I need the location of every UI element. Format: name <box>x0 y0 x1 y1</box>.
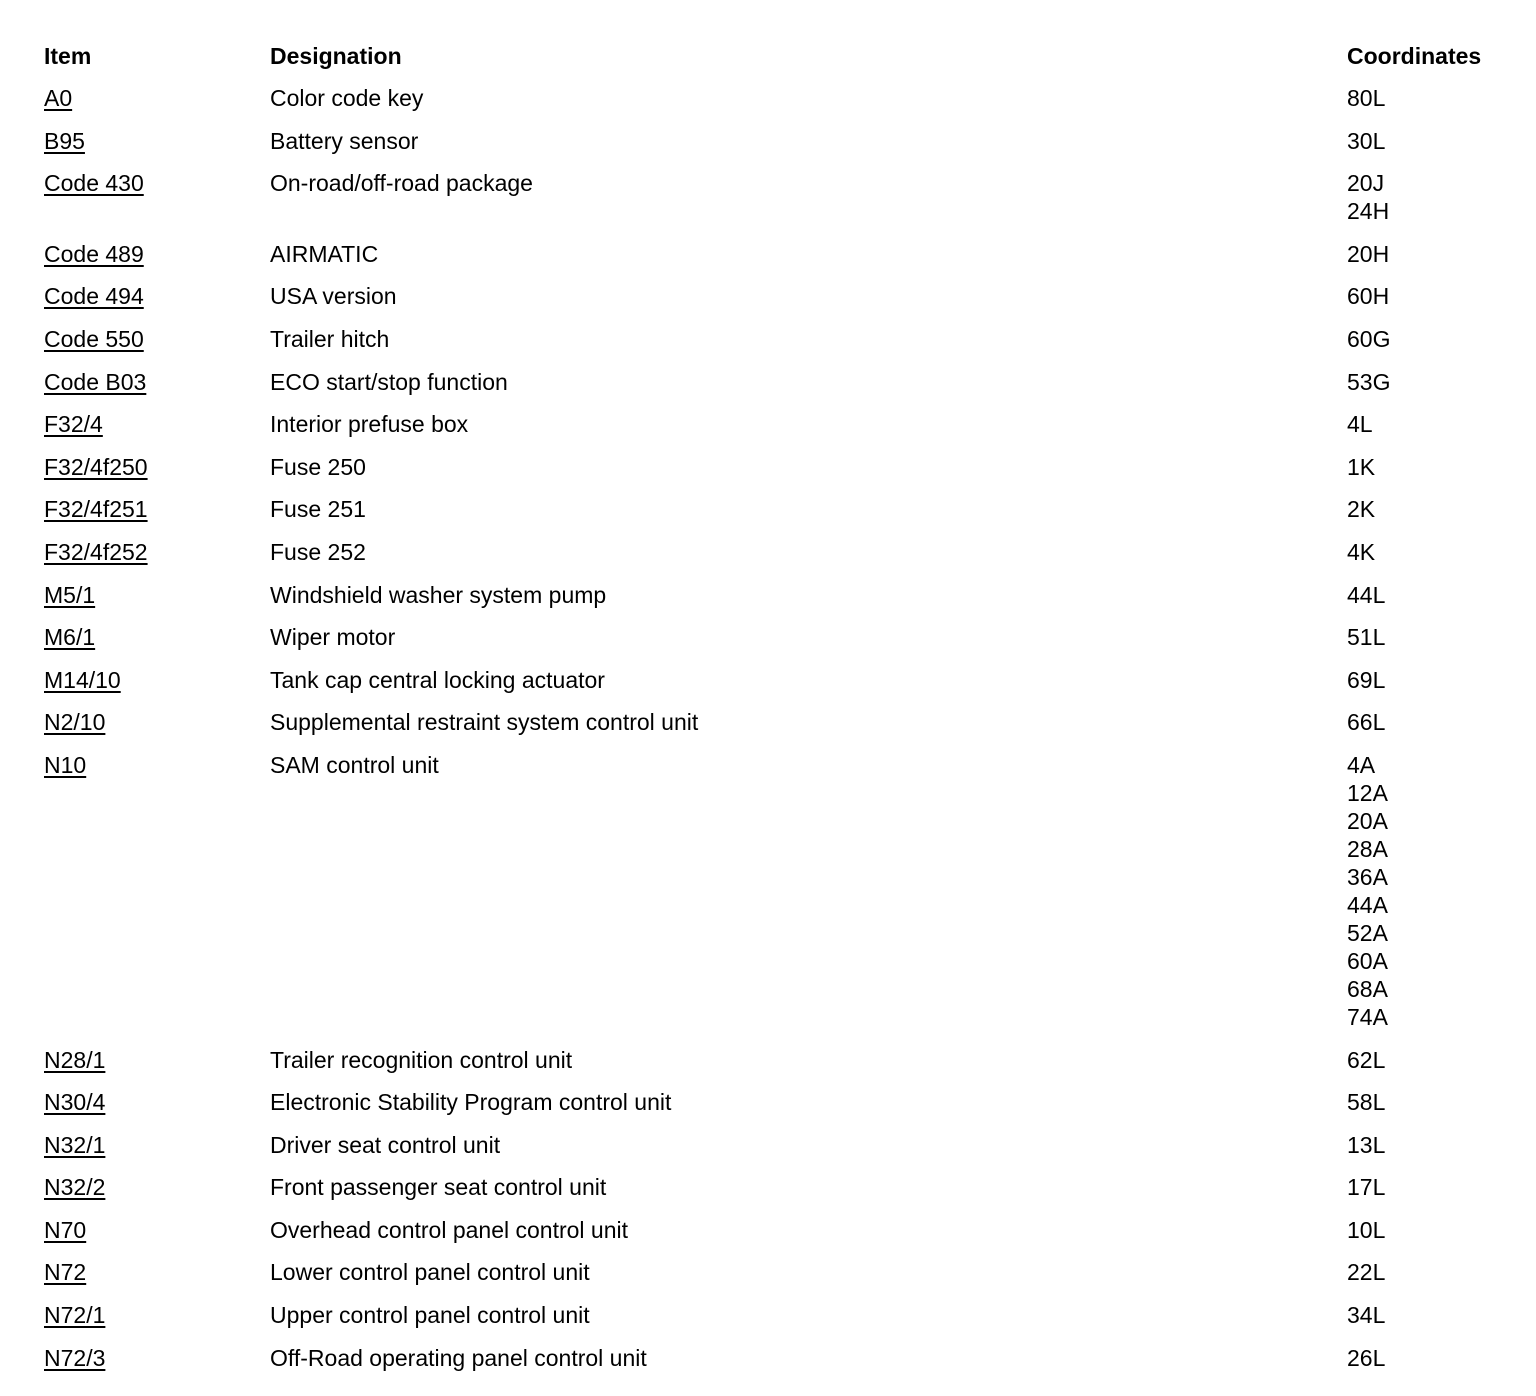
coordinate-value: 1K <box>1347 453 1376 480</box>
designation-cell: Battery sensor <box>270 127 419 154</box>
designation-cell: On-road/off-road package <box>270 170 533 197</box>
item-cell <box>44 1088 270 1116</box>
item-link[interactable]: B95 <box>44 127 85 154</box>
coordinate-value: 28A <box>1347 835 1388 862</box>
table-row <box>44 1131 1514 1159</box>
designation-cell: Electronic Stability Program control unit <box>270 1089 672 1116</box>
table-row <box>44 169 1514 225</box>
item-link[interactable]: Code 489 <box>44 240 144 267</box>
item-link[interactable]: N28/1 <box>44 1046 106 1073</box>
item-cell <box>44 1173 270 1201</box>
item-cell <box>44 240 270 268</box>
coordinates-cell <box>1347 581 1514 609</box>
table-row <box>44 495 1514 523</box>
item-link[interactable]: N10 <box>44 751 87 778</box>
coordinate-value: 53G <box>1347 368 1391 395</box>
item-cell <box>44 538 270 566</box>
coordinate-value: 44A <box>1347 891 1388 918</box>
coordinate-value: 2K <box>1347 496 1376 523</box>
item-link[interactable]: Code 550 <box>44 325 144 352</box>
item-link[interactable]: F32/4f251 <box>44 496 148 523</box>
designation-cell: Trailer recognition control unit <box>270 1046 573 1073</box>
coordinate-value: 58L <box>1347 1089 1386 1116</box>
coordinates-cell <box>1347 495 1514 523</box>
item-cell <box>44 368 270 396</box>
designation-cell: Front passenger seat control unit <box>270 1174 607 1201</box>
coordinates-cell <box>1347 240 1514 268</box>
designation-cell: Wiper motor <box>270 624 396 651</box>
coordinate-value: 26L <box>1347 1344 1386 1371</box>
table-row <box>44 368 1514 396</box>
item-cell <box>44 127 270 155</box>
header-item: Item <box>44 43 92 69</box>
item-cell <box>44 495 270 523</box>
table-row <box>44 1046 1514 1074</box>
table-row <box>44 240 1514 268</box>
designation-cell: Interior prefuse box <box>270 411 469 438</box>
coordinate-value: 17L <box>1347 1174 1386 1201</box>
designation-cell: Off-Road operating panel control unit <box>270 1344 647 1371</box>
table-row <box>44 1258 1514 1286</box>
coordinates-cell <box>1347 169 1514 225</box>
designation-cell: AIRMATIC <box>270 240 379 267</box>
item-cell <box>44 453 270 481</box>
coordinate-value: 22L <box>1347 1259 1386 1286</box>
item-link[interactable]: N72/3 <box>44 1344 106 1371</box>
coordinates-cell <box>1347 1344 1514 1372</box>
coordinate-value: 80L <box>1347 85 1386 111</box>
coordinate-value: 62L <box>1347 1046 1386 1073</box>
table-header-row <box>44 42 1514 76</box>
designation-cell: Fuse 250 <box>270 453 366 480</box>
table-row <box>44 1216 1514 1244</box>
coordinate-value: 20J <box>1347 170 1385 197</box>
designation-cell: Windshield washer system pump <box>270 581 607 608</box>
table-row <box>44 410 1514 438</box>
item-cell <box>44 169 270 197</box>
item-cell <box>44 1301 270 1329</box>
coordinates-cell <box>1347 453 1514 481</box>
designation-cell: Tank cap central locking actuator <box>270 666 605 693</box>
item-link[interactable]: N72/1 <box>44 1302 106 1329</box>
coordinates-cell <box>1347 1258 1514 1286</box>
coordinates-cell <box>1347 538 1514 566</box>
item-link[interactable]: N70 <box>44 1216 87 1243</box>
table-row <box>44 325 1514 353</box>
table-row <box>44 708 1514 736</box>
designation-cell: Overhead control panel control unit <box>270 1216 628 1243</box>
item-link[interactable]: N72 <box>44 1259 87 1286</box>
header-coordinates: Coordinates <box>1347 43 1482 69</box>
item-cell <box>44 325 270 353</box>
table-row <box>44 84 1514 112</box>
item-cell <box>44 282 270 310</box>
item-link[interactable]: Code B03 <box>44 368 147 395</box>
item-link[interactable]: F32/4f252 <box>44 538 148 565</box>
coordinate-value: 60G <box>1347 325 1391 352</box>
item-cell <box>44 623 270 651</box>
coordinates-cell <box>1347 1173 1514 1201</box>
component-legend-table <box>44 42 1514 1386</box>
designation-cell: Fuse 252 <box>270 538 366 565</box>
coordinates-cell <box>1347 410 1514 438</box>
item-cell <box>44 1216 270 1244</box>
coordinate-value: 12A <box>1347 779 1388 806</box>
designation-cell: Driver seat control unit <box>270 1131 501 1158</box>
item-link[interactable]: F32/4 <box>44 411 103 438</box>
coordinate-value: 10L <box>1347 1216 1386 1243</box>
coordinate-value: 44L <box>1347 581 1386 608</box>
coordinate-value: 74A <box>1347 1003 1388 1030</box>
coordinate-value: 4A <box>1347 751 1376 778</box>
table-body <box>44 84 1514 1372</box>
table-row <box>44 1088 1514 1116</box>
item-cell <box>44 751 270 779</box>
item-link[interactable]: F32/4f250 <box>44 453 148 480</box>
coordinate-value: 13L <box>1347 1131 1386 1158</box>
item-cell <box>44 410 270 438</box>
coordinates-cell <box>1347 623 1514 651</box>
coordinate-value: 66L <box>1347 709 1386 736</box>
coordinate-value: 69L <box>1347 666 1386 693</box>
coordinates-cell <box>1347 84 1514 112</box>
coordinates-cell <box>1347 708 1514 736</box>
item-cell <box>44 581 270 609</box>
table-row <box>44 581 1514 609</box>
designation-cell: Fuse 251 <box>270 496 366 523</box>
designation-cell: Trailer hitch <box>270 325 390 352</box>
designation-cell: Color code key <box>270 85 424 111</box>
designation-cell: SAM control unit <box>270 751 439 778</box>
table-row <box>44 453 1514 481</box>
coordinate-value: 51L <box>1347 624 1386 651</box>
table-row <box>44 282 1514 310</box>
coordinates-cell <box>1347 282 1514 310</box>
item-link[interactable]: N30/4 <box>44 1089 106 1116</box>
coordinates-cell <box>1347 751 1514 1031</box>
item-link[interactable]: M5/1 <box>44 581 96 608</box>
coordinate-value: 30L <box>1347 127 1386 154</box>
table-row <box>44 1301 1514 1329</box>
item-cell <box>44 1258 270 1286</box>
table-row <box>44 623 1514 651</box>
table-row <box>44 666 1514 694</box>
coordinate-value: 4K <box>1347 538 1376 565</box>
coordinate-value: 34L <box>1347 1302 1386 1329</box>
coordinate-value: 20A <box>1347 807 1388 834</box>
coordinates-cell <box>1347 1301 1514 1329</box>
header-designation: Designation <box>270 43 402 69</box>
item-cell <box>44 1131 270 1159</box>
designation-cell: Upper control panel control unit <box>270 1302 590 1329</box>
coordinates-cell <box>1347 1088 1514 1116</box>
item-link[interactable]: N32/1 <box>44 1131 106 1158</box>
item-cell <box>44 708 270 736</box>
coordinates-cell <box>1347 368 1514 396</box>
item-cell <box>44 84 270 112</box>
coordinate-value: 60A <box>1347 947 1388 974</box>
coordinates-cell <box>1347 1131 1514 1159</box>
coordinate-value: 60H <box>1347 283 1390 310</box>
designation-cell: Lower control panel control unit <box>270 1259 590 1286</box>
table-row <box>44 751 1514 1031</box>
table-row <box>44 538 1514 566</box>
item-cell <box>44 666 270 694</box>
item-link[interactable]: N2/10 <box>44 709 106 736</box>
coordinate-value: 20H <box>1347 240 1390 267</box>
item-link[interactable]: M14/10 <box>44 666 121 693</box>
coordinates-cell <box>1347 325 1514 353</box>
coordinate-value: 68A <box>1347 975 1388 1002</box>
designation-cell: USA version <box>270 283 397 310</box>
item-link[interactable]: N32/2 <box>44 1174 106 1201</box>
table-row <box>44 127 1514 155</box>
coordinate-value: 4L <box>1347 411 1373 438</box>
table-row <box>44 1344 1514 1372</box>
item-link[interactable]: A0 <box>44 85 73 111</box>
coordinate-value: 36A <box>1347 863 1388 890</box>
coordinates-cell <box>1347 1216 1514 1244</box>
coordinates-cell <box>1347 666 1514 694</box>
item-cell <box>44 1046 270 1074</box>
item-link[interactable]: Code 430 <box>44 170 144 197</box>
item-link[interactable]: Code 494 <box>44 283 144 310</box>
item-cell <box>44 1344 270 1372</box>
coordinates-cell <box>1347 127 1514 155</box>
coordinate-value: 24H <box>1347 198 1390 225</box>
designation-cell: Supplemental restraint system control unit <box>270 709 699 736</box>
coordinates-cell <box>1347 1046 1514 1074</box>
item-link[interactable]: M6/1 <box>44 624 96 651</box>
designation-cell: ECO start/stop function <box>270 368 508 395</box>
table-row <box>44 1173 1514 1201</box>
coordinate-value: 52A <box>1347 919 1388 946</box>
